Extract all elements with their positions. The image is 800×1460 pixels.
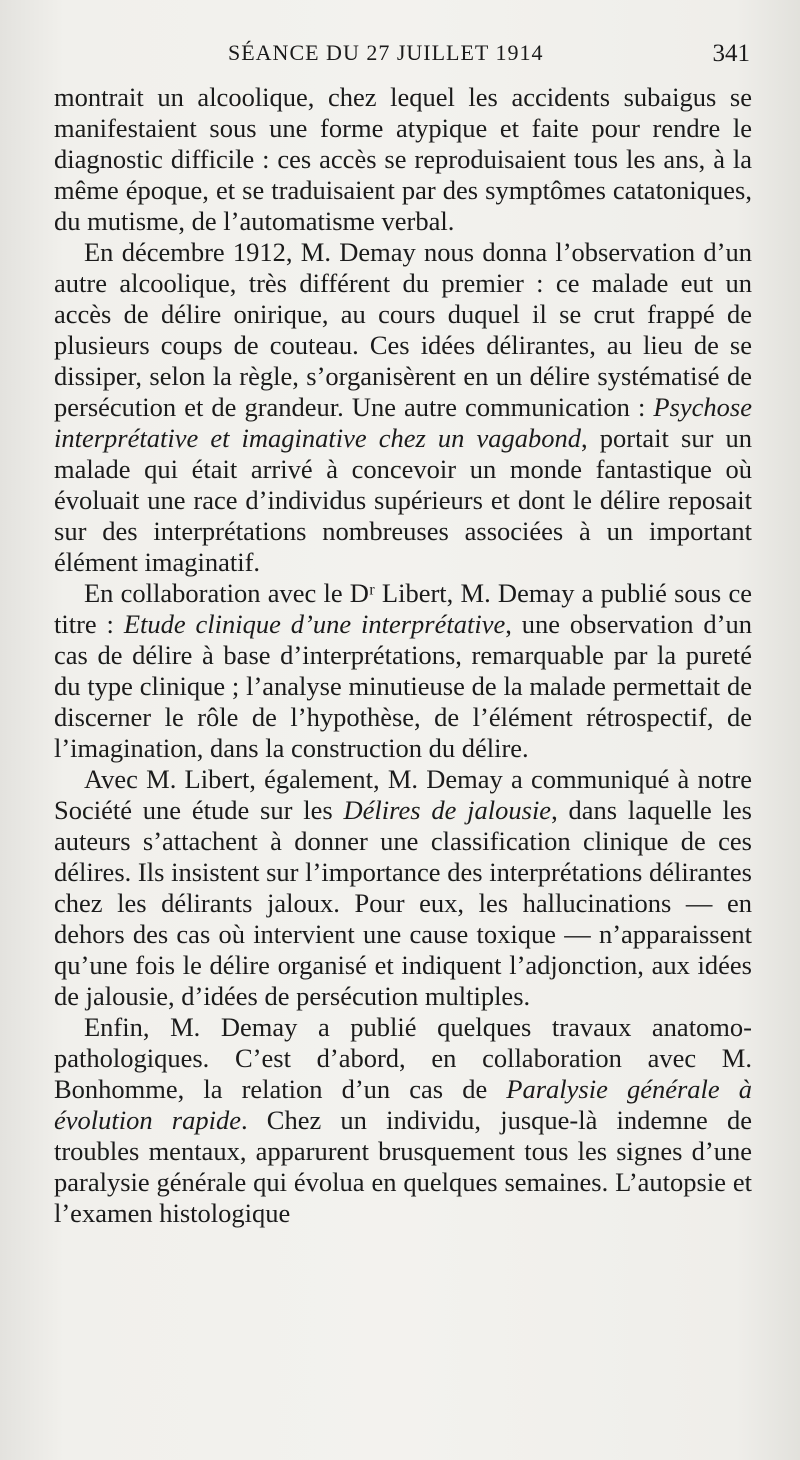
text-segment: Enfin, M. Demay a publié quelques travaux anatomo-pathologiques. C’est d’abord, en collaboration avec M. Bonhomme, la relation d’un cas de [54,1012,752,1104]
text-segment: . Chez un individu, jusque-là indemne de troubles mentaux, apparurent brusquement tous les signes d’une paralysie générale qui évolua en quelques semaines. L’autopsie et l’examen histologique [54,1105,752,1228]
text-segment: montrait un alcoolique, chez lequel les accidents subaigus se manifestaient sous une forme atypique et faite pour rendre le diagnostic difficile : ces accès se reproduisaient tous les ans, à la même époque, et se traduisaient par des symptômes catatoniques, du mutisme, de l’automatisme verbal. [54,82,752,236]
text-segment: En décembre 1912, M. Demay nous donna l’observation d’un autre alcoolique, très différent du premier : ce malade eut un accès de délire onirique, au cours duquel il se crut frappé de plusieurs coups de couteau. Ces idées délirantes, au lieu de se dissiper, selon la règle, s’organisèrent en un délire systématisé de persécution et de grandeur. Une autre communication : [54,237,752,422]
text-segment: , dans laquelle les auteurs s’attachent à donner une classification clinique de ces délires. Ils insistent sur l’importance des interprétations délirantes chez les délirants jaloux. Pour eux, les hallucinations — en dehors des cas où intervient une cause toxique — n’apparaissent qu’une fois le délire organisé et indiquent l’adjonction, aux idées de jalousie, d’idées de persécution multiples. [54,795,752,1011]
italic-title: Etude clinique d’une interprétative [123,609,506,639]
text-segment: , portait sur un malade qui était arrivé à concevoir un monde fantastique où évoluait une race d’individus supérieurs et dont le délire reposait sur des interprétations nombreuses associées à un important élément imaginatif. [54,423,752,577]
text-segment: En collaboration avec le Dʳ Libert, M. Demay a publié sous ce titre : [54,578,752,639]
paragraph-1 [54,82,752,237]
italic-title: Délires de jalousie [343,795,552,825]
paragraph-4 [54,764,752,1012]
italic-title: Psychose interprétative et imaginative chez un vagabond [54,392,752,453]
body-text [54,82,752,1229]
page-header [0,40,800,80]
paragraph-3 [54,578,752,764]
paragraph-2 [54,237,752,578]
paragraph-5 [54,1012,752,1229]
page-number: 341 [712,40,750,67]
text-segment: Avec M. Libert, également, M. Demay a communiqué à notre Société une étude sur les [54,764,752,825]
text-segment: , une observation d’un cas de délire à base d’interprétations, remarquable par la pureté du type clinique ; l’analyse minutieuse de la malade permettait de discerner le rôle de l’hypothèse, de l’élément rétrospectif, de l’imagination, dans la construction du délire. [54,609,752,763]
running-head: SÉANCE DU 27 JUILLET 1914 [228,40,544,65]
italic-title: Paralysie générale à évolution rapide [54,1074,752,1135]
